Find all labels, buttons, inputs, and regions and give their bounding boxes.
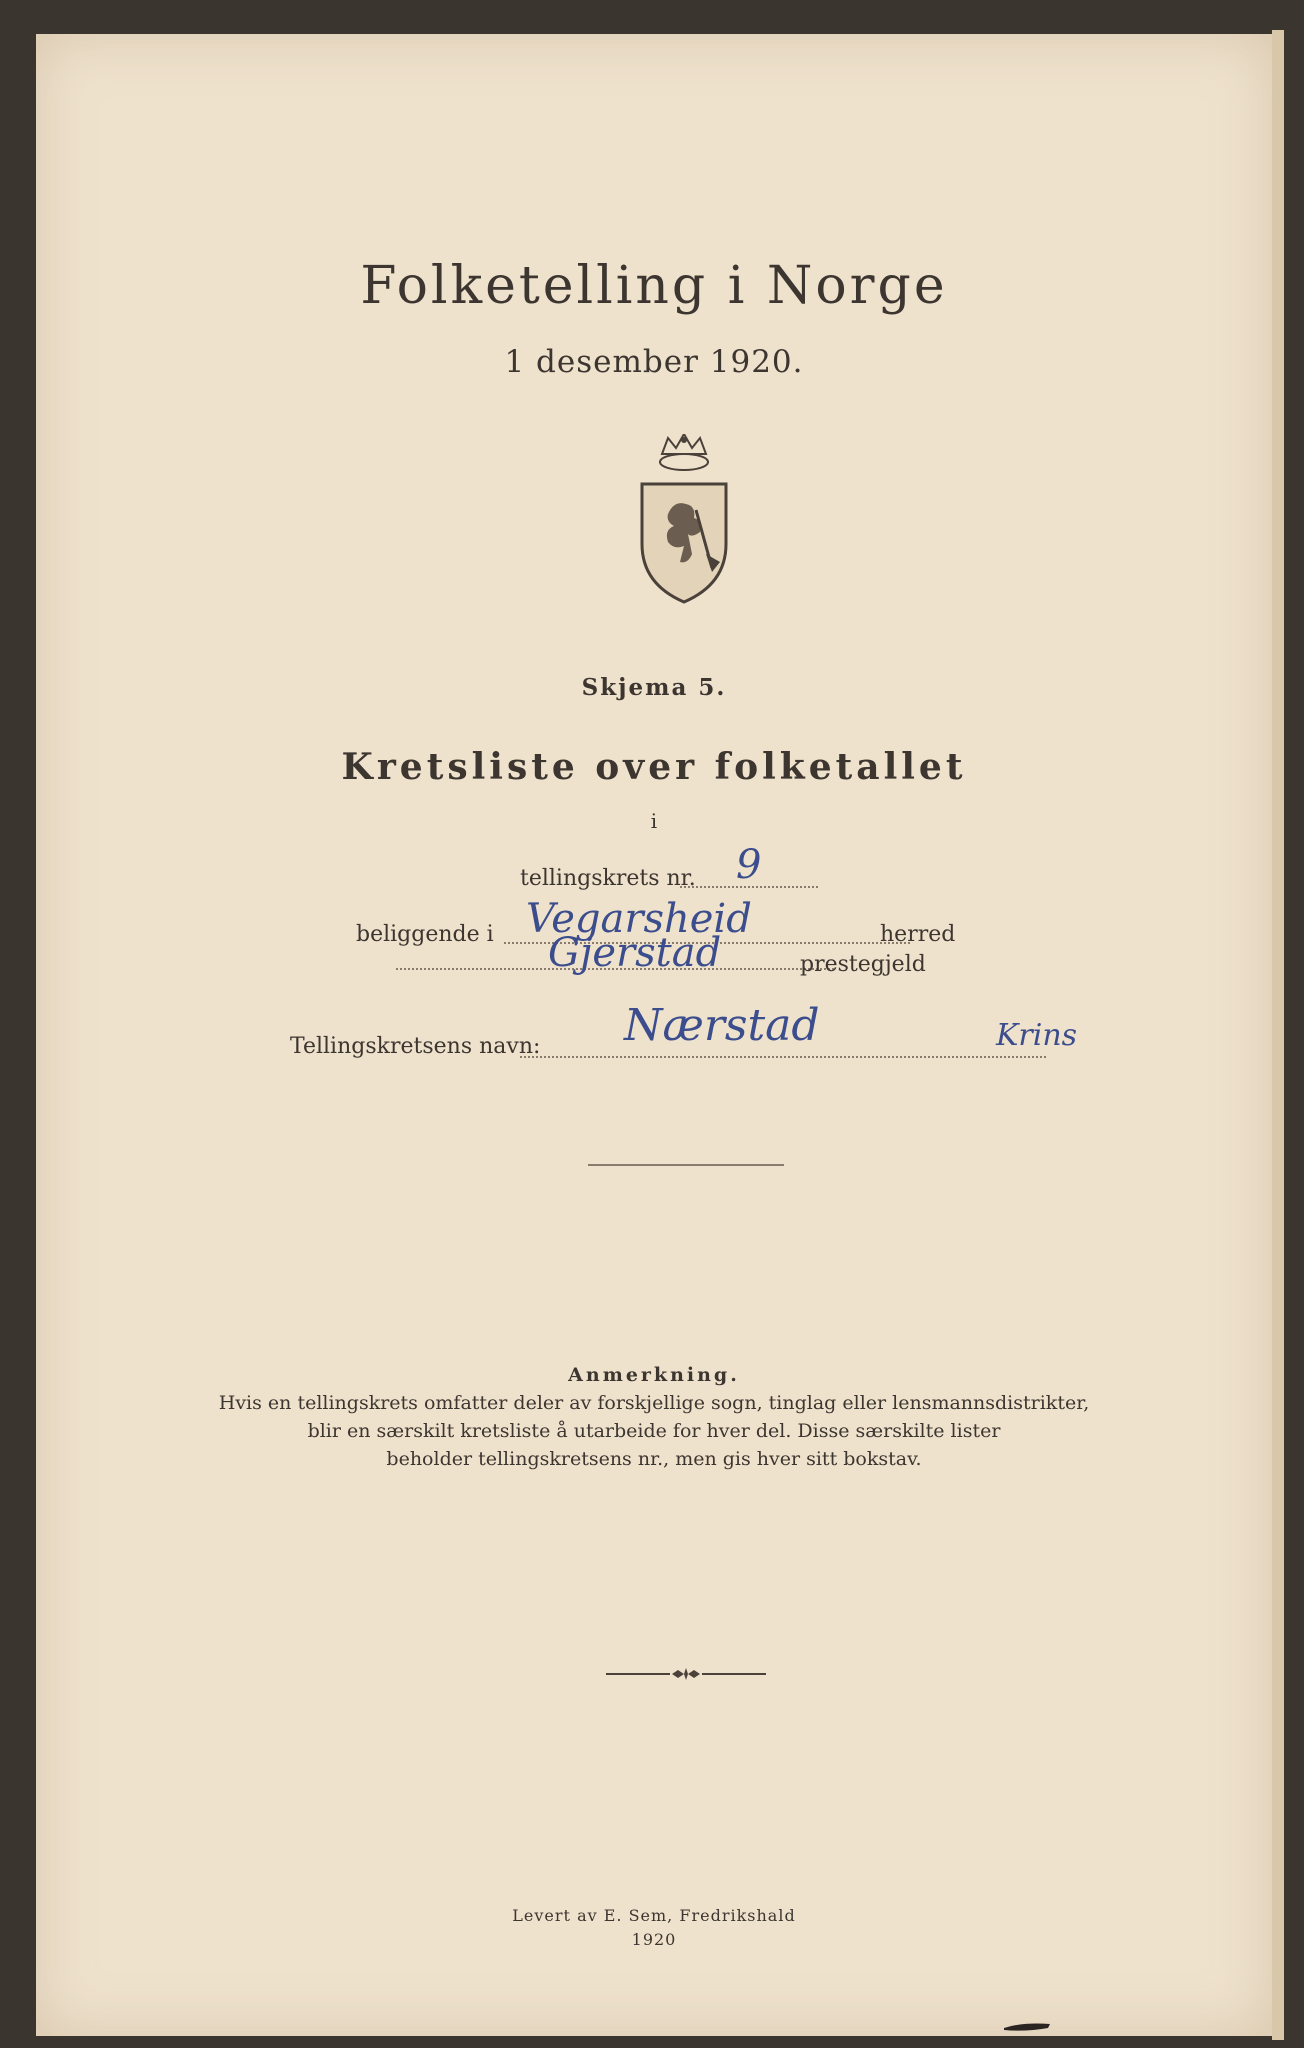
kretsnavn-value: Nærstad xyxy=(624,1000,820,1051)
herred-value: Vegarsheid xyxy=(526,896,752,942)
kretsnavn-dotline xyxy=(520,1056,1046,1058)
printer-year: 1920 xyxy=(631,1930,677,1949)
census-form-page xyxy=(36,34,1272,2036)
tellingskrets-label: tellingskrets nr. xyxy=(520,866,696,891)
note-title: Anmerkning. xyxy=(568,1364,740,1386)
prestegjeld-label: prestegjeld xyxy=(800,952,926,977)
kretsnavn-label: Tellingskretsens navn: xyxy=(290,1034,541,1059)
document-title: Folketelling i Norge xyxy=(360,256,948,316)
coat-of-arms-icon xyxy=(634,434,734,604)
ornament-divider-icon xyxy=(606,1666,766,1682)
tellingskrets-value: 9 xyxy=(736,842,762,888)
ink-smudge xyxy=(1002,2020,1052,2032)
paper-edge xyxy=(1272,30,1284,2040)
connector-text: i xyxy=(650,809,658,833)
kretsnavn-extra: Krins xyxy=(996,1018,1078,1053)
prestegjeld-value: Gjerstad xyxy=(548,930,722,976)
note-line-3: beholder tellingskretsens nr., men gis hver sitt bokstav. xyxy=(386,1448,922,1470)
form-heading: Kretsliste over folketallet xyxy=(341,746,967,788)
beliggende-label: beliggende i xyxy=(356,922,494,947)
note-line-2: blir en særskilt kretsliste å utarbeide for hver del. Disse særskilte lister xyxy=(307,1420,1001,1442)
section-divider xyxy=(588,1164,784,1166)
schema-number: Skjema 5. xyxy=(581,674,727,701)
note-line-1: Hvis en tellingskrets omfatter deler av forskjellige sogn, tinglag eller lensmannsdistrikter, xyxy=(218,1392,1090,1414)
herred-label: herred xyxy=(880,922,956,947)
printer-line: Levert av E. Sem, Fredrikshald xyxy=(512,1906,796,1925)
document-date: 1 desember 1920. xyxy=(504,344,804,380)
